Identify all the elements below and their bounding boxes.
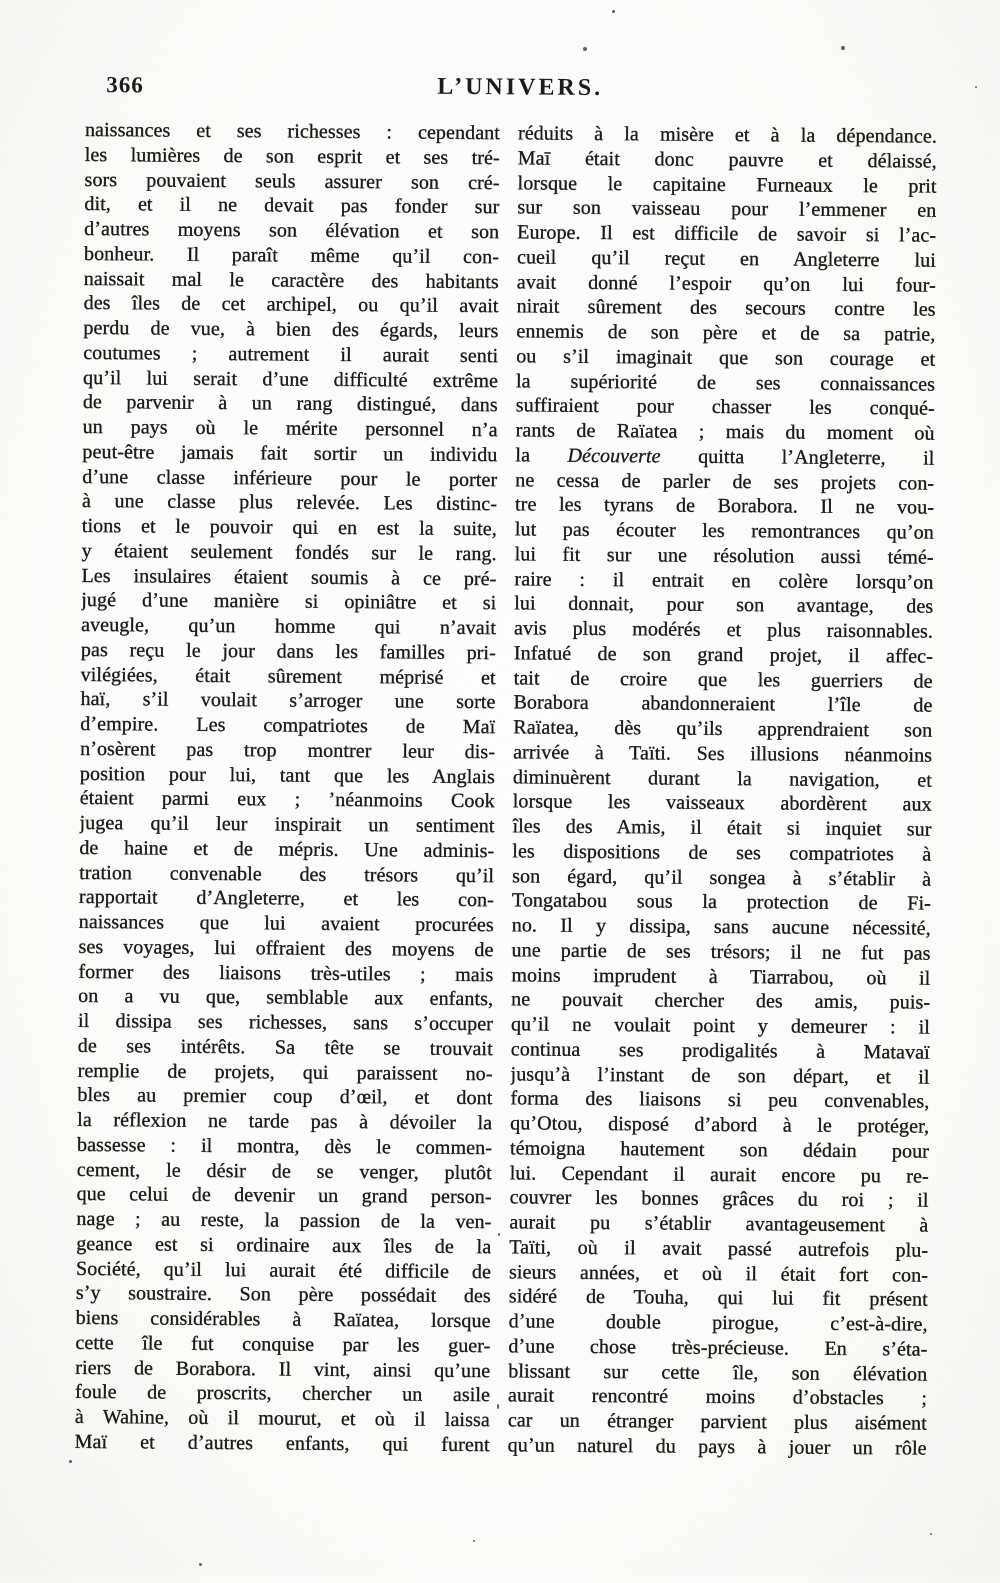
ink-speck bbox=[841, 46, 845, 50]
text-line: naissances et ses richesses : cependant bbox=[84, 118, 501, 145]
text-line: pas reçu le jour dans les familles pri- bbox=[80, 638, 496, 664]
text-line: les lumières de son esprit et ses tré- bbox=[84, 143, 500, 169]
text-line: n’osèrent pas trop montrer leur dis- bbox=[80, 737, 496, 763]
text-line: perdu de vue, à bien des égards, leurs bbox=[83, 316, 499, 343]
text-line: lut pas écouter les remontrances qu’on bbox=[514, 518, 934, 544]
text-line: il dissipa ses richesses, sans s’occuper bbox=[77, 1009, 494, 1036]
running-title: L’UNIVERS. bbox=[437, 73, 604, 102]
ink-speck bbox=[199, 1563, 202, 1566]
text-line: Tongatabou sous la protection de Fi- bbox=[511, 889, 932, 915]
text-line: d’une classe inférieure pour le porter bbox=[82, 465, 498, 491]
text-line: îles des Amis, il était si inquiet sur bbox=[512, 815, 932, 841]
text-line: jugé d’une manière si opiniâtre et si bbox=[81, 589, 497, 615]
text-line: qu’il lui serait d’une difficulté extrême bbox=[82, 366, 499, 392]
text-line: continua ses prodigalités à Matavaï bbox=[510, 1038, 930, 1064]
text-line: position pour lui, tant que les Anglais bbox=[79, 762, 496, 788]
text-line: qu’Otou, disposé d’abord à le protéger, bbox=[510, 1112, 930, 1138]
text-line: ennemis de son père et de sa patrie, bbox=[516, 320, 936, 346]
text-line: blissant sur cette île, son élévation bbox=[508, 1359, 928, 1386]
text-line: à Wahine, où il mourut, et où il laissa bbox=[74, 1405, 490, 1432]
text-line: tait de croire que les guerriers de bbox=[513, 666, 933, 693]
text-line: un pays où le mérite personnel n’a bbox=[82, 415, 498, 442]
text-line: jugea qu’il leur inspirait un sentiment bbox=[79, 811, 495, 838]
text-line: témoigna hautement son dédain pour bbox=[509, 1137, 930, 1163]
ink-speck bbox=[612, 10, 615, 13]
text-line: qu’il ne voulait point y demeurer : il bbox=[510, 1013, 931, 1039]
text-line: coutumes ; autrement il aurait senti bbox=[83, 341, 499, 367]
text-line: vilégiées, était sûrement méprisé et bbox=[80, 663, 496, 689]
text-line: ne cessa de parler de ses projets con- bbox=[515, 468, 935, 495]
text-line: que celui de devenir un grand person- bbox=[76, 1183, 492, 1209]
text-line: car un étranger parvient plus aisément bbox=[507, 1409, 927, 1435]
text-line: no. Il y dissipa, sans aucune nécessité, bbox=[511, 914, 931, 940]
text-line: raire : il entrait en colère lorsqu’on bbox=[514, 567, 934, 594]
text-line: une partie de ses trésors; il ne fut pas bbox=[511, 939, 931, 965]
text-line: sieurs années, et où il était fort con- bbox=[508, 1260, 929, 1287]
text-line: d’autres moyens son élévation et son bbox=[84, 217, 500, 244]
text-line: de parvenir à un rang distingué, dans bbox=[82, 391, 498, 417]
text-line: naissances que lui avaient procurées bbox=[78, 910, 494, 937]
text-line: lorsque le capitaine Furneaux le prit bbox=[517, 171, 937, 198]
text-line: la supériorité de ses connaissances bbox=[515, 369, 936, 396]
text-line: Maï et d’autres enfants, qui furent bbox=[74, 1430, 490, 1456]
text-line: biens considérables à Raïatea, lorsque bbox=[75, 1306, 491, 1333]
text-line: moins imprudent à Tiarrabou, où il bbox=[511, 963, 931, 990]
text-line: Europe. Il est difficile de savoir si l’ac- bbox=[517, 221, 937, 247]
text-line: tration convenable des trésors qu’il bbox=[79, 861, 495, 887]
text-line: d’empire. Les compatriotes de Maï bbox=[80, 712, 496, 739]
text-line: arrivée à Taïti. Ses illusions néanmoins bbox=[513, 741, 933, 767]
text-line: tions et le pouvoir qui en est la suite, bbox=[81, 514, 497, 541]
text-line: foule de proscrits, chercher un asile bbox=[75, 1381, 491, 1407]
text-line: lui. Cependant il aurait encore pu re- bbox=[509, 1161, 929, 1188]
ink-speck bbox=[498, 1233, 500, 1236]
text-line: jusqu’à l’instant de son départ, et il bbox=[510, 1062, 930, 1089]
text-line: réduits à la misère et à la dépendance. bbox=[517, 122, 938, 148]
text-line: diminuèrent durant la navigation, et bbox=[512, 765, 933, 792]
text-columns bbox=[75, 118, 937, 1461]
text-line: de ses intérêts. Sa tête se trouvait bbox=[77, 1034, 493, 1060]
ink-speck bbox=[975, 86, 977, 88]
text-line: la réflexion ne tarde pas à dévoiler la bbox=[77, 1108, 493, 1135]
text-line: geance est si ordinaire aux îles de la bbox=[76, 1232, 492, 1258]
text-line: tre les tyrans de Borabora. Il ne vou- bbox=[514, 493, 935, 519]
text-line: d’une double pirogue, c’est-à-dire, bbox=[508, 1310, 928, 1336]
text-line: son égard, qu’il songea à s’établir à bbox=[512, 864, 932, 891]
text-line: Les insulaires étaient soumis à ce pré- bbox=[81, 564, 497, 590]
text-line: nirait sûrement des secours contre les bbox=[516, 295, 936, 321]
text-line: rapportait d’Angleterre, et les con- bbox=[78, 886, 495, 912]
page-number: 366 bbox=[106, 72, 144, 98]
ink-speck bbox=[583, 47, 587, 51]
text-line: dit, et il ne devait pas fonder sur bbox=[84, 193, 500, 219]
text-line: rants de Raïatea ; mais du moment où bbox=[515, 419, 935, 445]
text-line: Taïti, où il avait passé autrefois plu- bbox=[509, 1236, 929, 1262]
text-line: suffiraient pour chasser les conqué- bbox=[515, 394, 935, 420]
text-line: aveugle, qu’un homme qui n’avait bbox=[81, 613, 497, 640]
text-line: lui fit sur une résolution aussi témé- bbox=[514, 543, 934, 569]
text-line: on a vu que, semblable aux enfants, bbox=[78, 985, 494, 1011]
text-line: peut-être jamais fait sortir un individu bbox=[82, 440, 498, 466]
text-line: sur son vaisseau pour l’emmener en bbox=[517, 196, 937, 222]
ink-speck bbox=[930, 1533, 932, 1535]
text-line: haï, s’il voulait s’arroger une sorte bbox=[80, 688, 496, 714]
text-line: sidéré de Touha, qui lui fit présent bbox=[508, 1285, 928, 1311]
text-line: les dispositions de ses compatriotes à bbox=[512, 840, 932, 866]
text-line: à une classe plus relevée. Les distinc- bbox=[81, 490, 498, 516]
text-line: bles au premier coup d’œil, et dont bbox=[77, 1084, 493, 1110]
text-line: s’y soustraire. Son père possédait des bbox=[75, 1282, 491, 1308]
text-line: aurait pu s’établir avantageusement à bbox=[509, 1211, 929, 1237]
text-line: cette île fut conquise par les guer- bbox=[75, 1331, 491, 1357]
text-line: remplie de projets, qui paraissent no- bbox=[77, 1059, 493, 1085]
text-line: sors pouvaient seuls assurer son cré- bbox=[84, 168, 500, 194]
text-line: Infatué de son grand projet, il affec- bbox=[513, 642, 933, 668]
ink-speck bbox=[497, 1404, 499, 1409]
text-line: bassesse : il montra, dès le commen- bbox=[76, 1133, 493, 1159]
text-line: couvrer les bonnes grâces du roi ; il bbox=[509, 1186, 929, 1212]
text-line: forma des liaisons si peu convenables, bbox=[510, 1087, 930, 1113]
text-line: qu’un naturel du pays à jouer un rôle bbox=[507, 1434, 927, 1460]
text-line: la Découverte quitta l’Angleterre, il bbox=[515, 444, 935, 470]
text-line: de haine et de mépris. Une adminis- bbox=[79, 836, 495, 862]
text-line: y étaient seulement fondés sur le rang. bbox=[81, 539, 497, 565]
text-line: étaient parmi eux ; ’néanmoins Cook bbox=[79, 787, 495, 813]
text-line: des îles de cet archipel, ou qu’il avait bbox=[83, 292, 499, 318]
text-line: Société, qu’il lui aurait été difficile de bbox=[75, 1257, 492, 1283]
text-column-left bbox=[75, 118, 500, 1458]
ink-speck bbox=[473, 1540, 475, 1542]
text-line: d’une chose très-précieuse. En s’éta- bbox=[508, 1335, 928, 1361]
text-line: avis plus modérés et plus raisonnables. bbox=[514, 617, 934, 643]
text-line: lui donnait, pour son avantage, des bbox=[514, 592, 934, 618]
text-line: avait donné l’espoir qu’on lui four- bbox=[516, 270, 936, 297]
text-line: nage ; au reste, la passion de la ven- bbox=[76, 1207, 492, 1234]
text-line: bonheur. Il paraît même qu’il con- bbox=[83, 242, 500, 268]
ink-speck bbox=[69, 1460, 72, 1463]
text-line: former des liaisons très-utiles ; mais bbox=[78, 960, 494, 986]
text-line: naissait mal le caractère des habitants bbox=[83, 267, 499, 293]
text-line: ne pouvait chercher des amis, puis- bbox=[511, 988, 931, 1014]
text-line: cement, le désir de se venger, plutôt bbox=[76, 1158, 492, 1184]
text-line: ou s’il imaginait que son courage et bbox=[516, 345, 936, 371]
text-line: Raïatea, dès qu’ils apprendraient son bbox=[513, 716, 933, 742]
text-line: Borabora abandonneraient l’île de bbox=[513, 691, 933, 717]
text-line: aurait rencontré moins d’obstacles ; bbox=[507, 1384, 928, 1410]
text-column-right bbox=[508, 121, 937, 1461]
text-line: ses voyages, lui offraient des moyens de bbox=[78, 935, 494, 961]
text-line: lorsque les vaisseaux abordèrent aux bbox=[512, 790, 932, 816]
text-line: cueil qu’il reçut en Angleterre lui bbox=[516, 246, 937, 272]
text-line: riers de Borabora. Il vint, ainsi qu’une bbox=[75, 1356, 491, 1382]
text-line: Maī était donc pauvre et délaissé, bbox=[517, 147, 937, 173]
